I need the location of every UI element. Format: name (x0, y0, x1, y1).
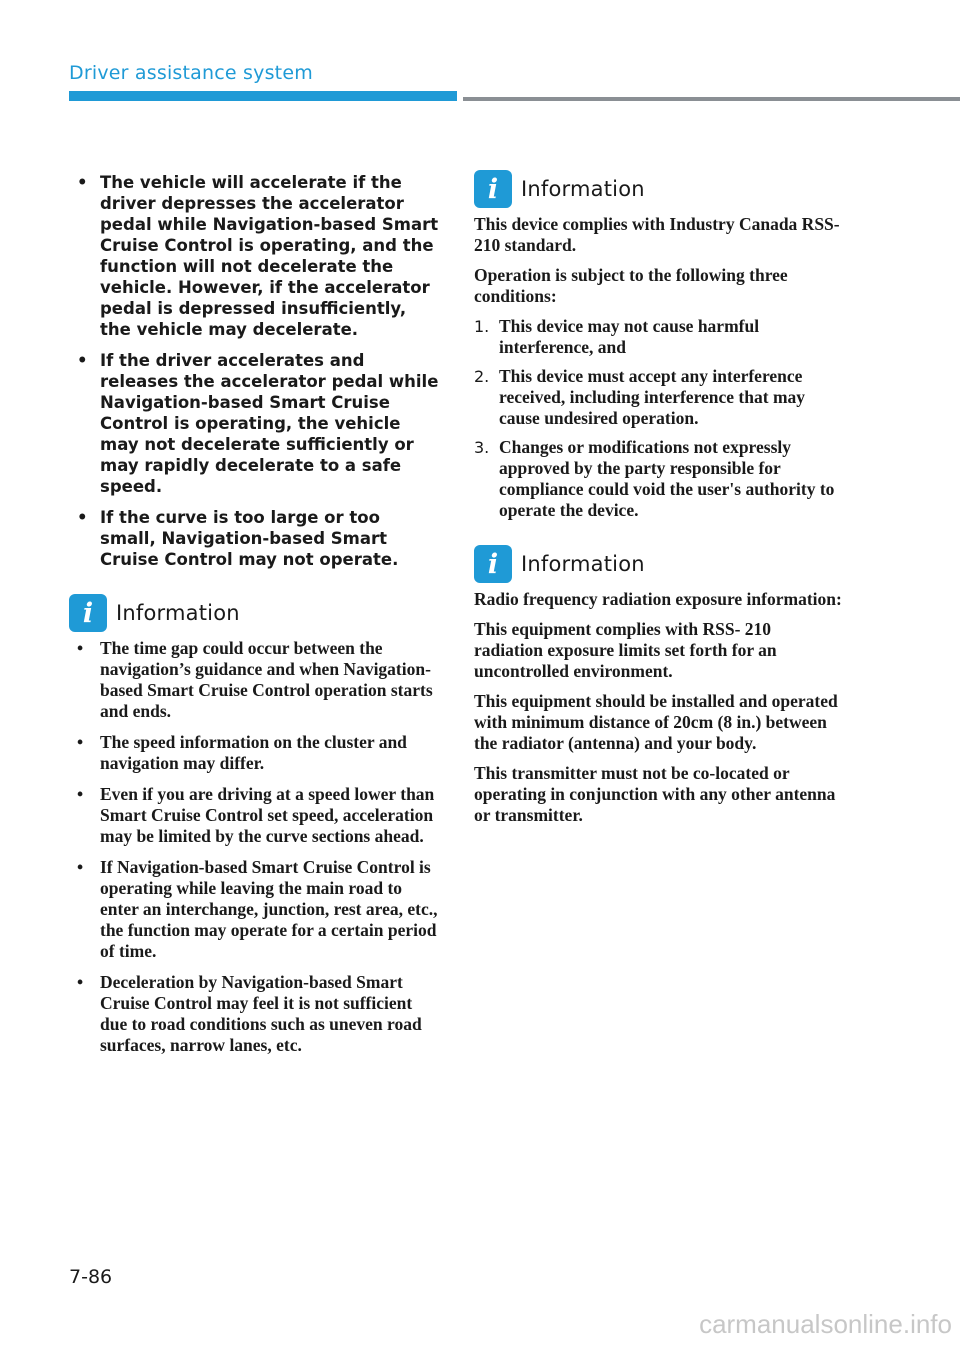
info-item: • Even if you are driving at a speed lower than Smart Cruise Control set speed, acceleration may be limited by the curve sections ahead. (69, 784, 439, 847)
section-header-title: Driver assistance system (69, 62, 313, 84)
info-heading (474, 170, 844, 208)
left-column (69, 172, 439, 1066)
info-paragraph: This transmitter must not be co-located or operating in conjunction with any other antenna or transmitter. (474, 763, 836, 825)
condition-item: 1. This device may not cause harmful interference, and (474, 316, 760, 357)
condition-item: 2. This device must accept any interference received, including interference that may cause undesired operation. (474, 366, 806, 428)
info-item: • Deceleration by Navigation-based Smart Cruise Control may feel it is not sufficient due to road conditions such as uneven road surfaces, narrow lanes, etc. (69, 972, 439, 1056)
info-title: Information (521, 552, 645, 576)
conditions-list (474, 316, 844, 521)
info-paragraph: This equipment should be installed and operated with minimum distance of 20cm (8 in.) between the radiator (antenna) and your body. (474, 691, 838, 753)
info-item: • The time gap could occur between the navigation’s guidance and when Navigation-based Smart Cruise Control operation starts and ends. (69, 638, 439, 722)
info-title: Information (116, 601, 240, 625)
info-heading (69, 594, 439, 632)
info-icon: i (69, 594, 107, 632)
warning-item: • If the curve is too large or too small, Navigation-based Smart Cruise Control may not operate. (69, 507, 439, 570)
right-column (474, 170, 844, 835)
info-paragraph: Operation is subject to the following three conditions: (474, 265, 788, 306)
info-paragraph: This equipment complies with RSS- 210 radiation exposure limits set forth for an uncontrolled environment. (474, 619, 777, 681)
watermark: carmanualsonline.info (699, 1309, 952, 1339)
warning-item: • If the driver accelerates and releases the accelerator pedal while Navigation-based Smart Cruise Control is operating, the vehicle may not decelerate sufficiently or may rapidly decelerate to a safe speed. (69, 350, 439, 497)
info-item: • The speed information on the cluster and navigation may differ. (69, 732, 439, 774)
info-icon: i (474, 545, 512, 583)
info-icon: i (474, 170, 512, 208)
info-title: Information (521, 177, 645, 201)
warning-item: • The vehicle will accelerate if the driver depresses the accelerator pedal while Navigation-based Smart Cruise Control is operating, and the function will not decelerate the vehicle. However, if the accelerator pedal is depressed insufficiently, the vehicle may decelerate. (69, 172, 439, 340)
condition-item: 3. Changes or modifications not expressly approved by the party responsible for compliance could void the user's authority to operate the device. (474, 437, 835, 520)
warning-list (69, 172, 439, 570)
info-heading (474, 545, 844, 583)
page-number: 7-86 (69, 1266, 113, 1288)
info-paragraph: Radio frequency radiation exposure information: (474, 589, 842, 609)
info-item: • If Navigation-based Smart Cruise Control is operating while leaving the main road to enter an interchange, junction, rest area, etc., the function may operate for a certain period of time. (69, 857, 439, 962)
header-rule-gray (463, 97, 960, 101)
header-rule-blue (69, 91, 457, 101)
info-list (69, 638, 439, 1056)
info-paragraph: This device complies with Industry Canada RSS-210 standard. (474, 214, 840, 255)
